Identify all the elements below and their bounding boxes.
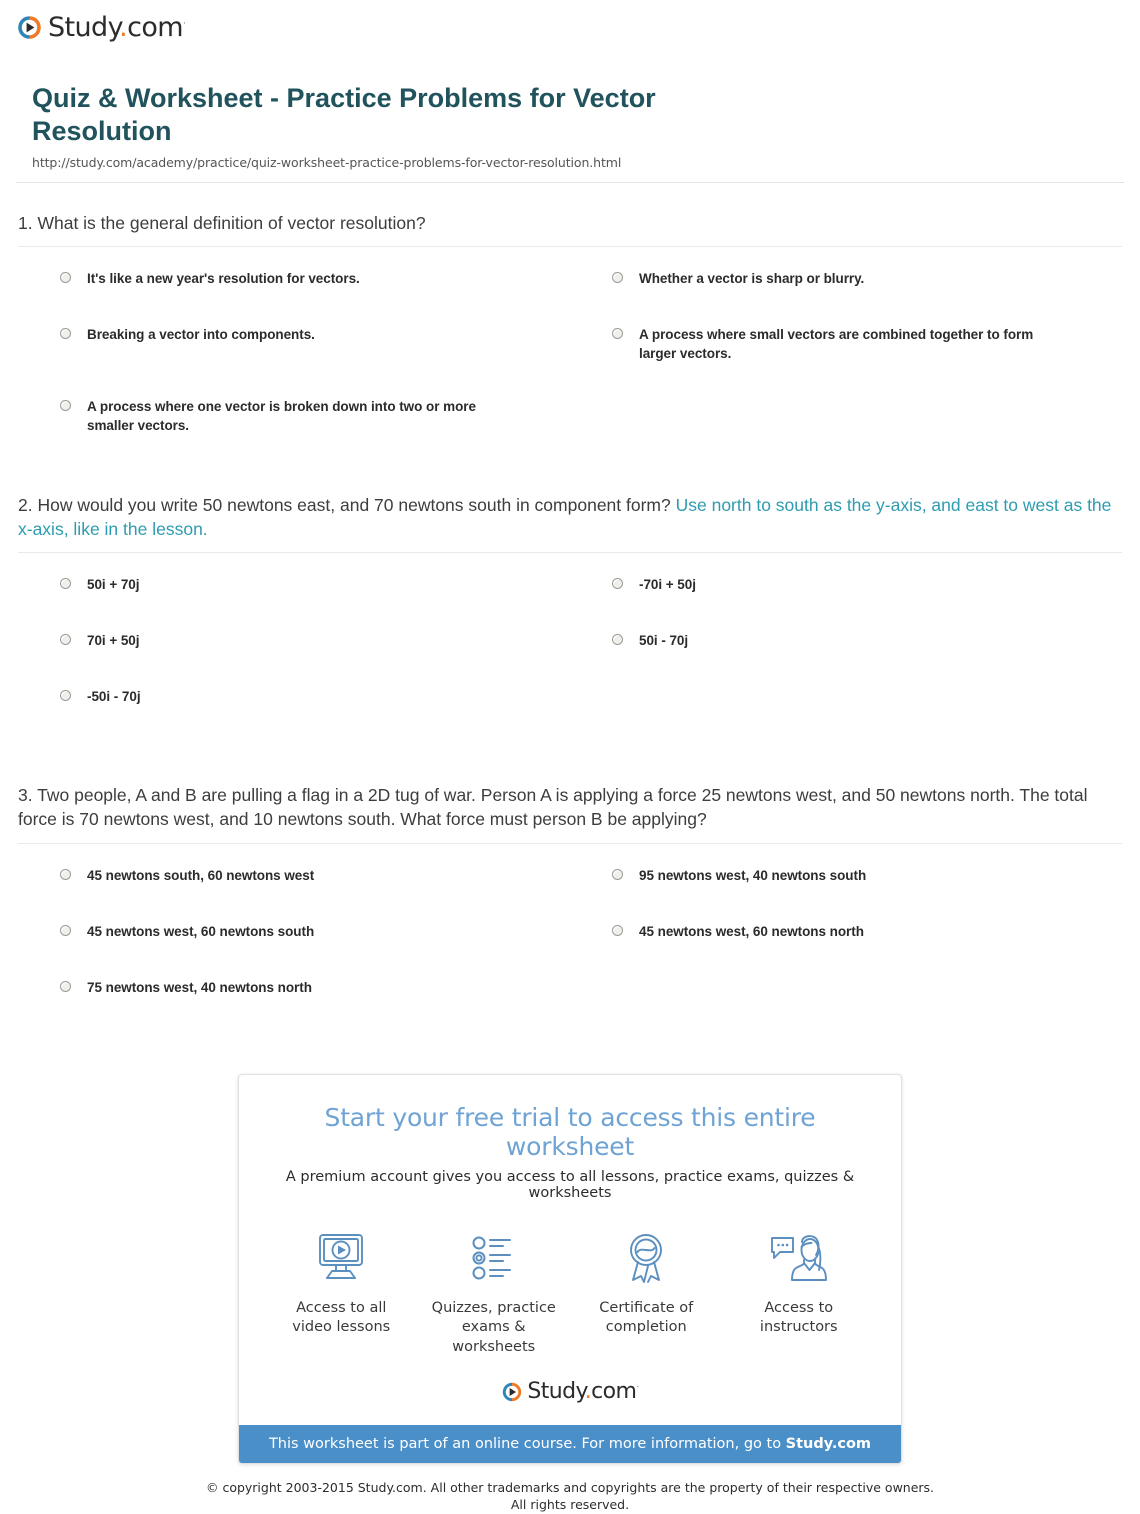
- title-block: [32, 82, 1140, 170]
- feature-label-line2: completion: [605, 1319, 687, 1336]
- option-2-d[interactable]: [570, 631, 1122, 687]
- option-3-c[interactable]: [18, 922, 570, 978]
- option-label: 50i + 70j: [87, 577, 140, 593]
- option-label: Whether a vector is sharp or blurry.: [639, 271, 865, 287]
- copyright-notice: [0, 1480, 1140, 1514]
- logo-word-main: Study: [48, 11, 120, 43]
- site-logo-wordmark: [48, 11, 186, 43]
- question-block-2: [0, 493, 1140, 743]
- option-label: It's like a new year's resolution for vectors.: [87, 271, 360, 287]
- feature-label-line1: Access to: [764, 1299, 834, 1316]
- option-label: A process where small vectors are combined together to form larger vectors.: [639, 327, 1034, 362]
- free-trial-card: [238, 1074, 902, 1465]
- instructor-chat-icon: [724, 1227, 874, 1289]
- page-title: Quiz & Worksheet - Practice Problems for Vector Resolution: [32, 83, 656, 146]
- feature-label: [571, 1299, 721, 1338]
- logo-word-tld: com: [127, 11, 183, 43]
- option-label: A process where one vector is broken down into two or more smaller vectors.: [87, 399, 476, 434]
- header-divider: [16, 182, 1124, 183]
- promo-headline: Start your free trial to access this entire worksheet: [324, 1102, 816, 1161]
- radio-icon[interactable]: [60, 690, 71, 701]
- promo-section: [0, 1074, 1140, 1465]
- radio-icon[interactable]: [612, 272, 623, 283]
- promo-bar-link[interactable]: Study.com: [785, 1436, 872, 1453]
- question-prompt-text-1: 1. What is the general definition of vector resolution?: [18, 212, 426, 233]
- option-3-b[interactable]: [570, 866, 1122, 922]
- question-prompt-text-3: 3. Two people, A and B are pulling a flag in a 2D tug of war. Person A is applying a force 25 newtons west, and 50 newtons north. The total force is 70 newtons west, and 10 newtons south. What force must person B be applying?: [18, 785, 1088, 830]
- feature-label: [266, 1299, 416, 1338]
- award-ribbon-icon: [571, 1227, 721, 1289]
- question-block-1: [0, 211, 1140, 453]
- option-1-e[interactable]: [18, 397, 570, 453]
- option-3-a[interactable]: [18, 866, 570, 922]
- question-prompt-2: [0, 493, 1140, 541]
- promo-course-bar[interactable]: [239, 1425, 901, 1463]
- radio-icon[interactable]: [612, 328, 623, 339]
- option-label: 70i + 50j: [87, 633, 140, 649]
- logo-trademark: ·: [636, 1382, 639, 1393]
- question-hint-2: Use north to south as the y-axis, and east to west as the x-axis, like in the lesson.: [18, 495, 1112, 540]
- options-grid-3: [0, 844, 1140, 1034]
- option-2-a[interactable]: [18, 575, 570, 631]
- feature-video-lessons: [266, 1227, 416, 1358]
- question-block-3: [0, 783, 1140, 1033]
- radio-icon[interactable]: [612, 578, 623, 589]
- feature-label-line1: Certificate of: [599, 1299, 694, 1316]
- option-label: 45 newtons west, 60 newtons south: [87, 923, 315, 939]
- option-label: -50i - 70j: [87, 689, 141, 705]
- option-3-e[interactable]: [18, 978, 570, 1034]
- option-3-d[interactable]: [570, 922, 1122, 978]
- question-prompt-3: [0, 783, 1140, 831]
- logo-trademark: ·: [182, 18, 186, 29]
- play-circle-icon: [16, 14, 43, 41]
- radio-icon[interactable]: [612, 634, 623, 645]
- radio-icon[interactable]: [60, 925, 71, 936]
- logo-word-tld: com: [591, 1379, 637, 1405]
- feature-quizzes-practice: [419, 1227, 569, 1358]
- option-1-d[interactable]: [570, 325, 1122, 381]
- radio-icon[interactable]: [60, 634, 71, 645]
- question-prompt-1: [0, 211, 1140, 235]
- options-grid-2: [0, 553, 1140, 743]
- page-url: http://study.com/academy/practice/quiz-worksheet-practice-problems-for-vector-resolution.html: [32, 154, 622, 170]
- option-1-c[interactable]: [18, 325, 570, 381]
- checklist-icon: [419, 1227, 569, 1289]
- option-1-a[interactable]: [18, 269, 570, 325]
- copyright-line-1: © copyright 2003-2015 Study.com. All other trademarks and copyrights are the property of their respective owners.: [205, 1480, 935, 1496]
- feature-label-line2: exams & worksheets: [452, 1319, 536, 1355]
- options-grid-spacer: [570, 687, 1122, 743]
- promo-logo[interactable]: [239, 1357, 901, 1425]
- option-2-e[interactable]: [18, 687, 570, 743]
- promo-subhead: A premium account gives you access to all lessons, practice exams, quizzes & worksheets: [285, 1168, 855, 1201]
- promo-bar-text: This worksheet is part of an online course. For more information, go to: [268, 1436, 786, 1453]
- option-2-c[interactable]: [18, 631, 570, 687]
- logo-word-dot: .: [119, 11, 128, 43]
- options-grid-1: [0, 247, 1140, 453]
- radio-icon[interactable]: [60, 578, 71, 589]
- option-label: 45 newtons south, 60 newtons west: [87, 867, 315, 883]
- feature-label-line2: video lessons: [292, 1319, 391, 1336]
- option-1-b[interactable]: [570, 269, 1122, 325]
- logo-word-main: Study: [527, 1379, 585, 1405]
- option-label: Breaking a vector into components.: [87, 327, 315, 343]
- questions-list: [0, 211, 1140, 1034]
- feature-label-line2: instructors: [759, 1319, 838, 1336]
- options-grid-spacer: [570, 978, 1122, 1034]
- option-2-b[interactable]: [570, 575, 1122, 631]
- feature-label-line1: Access to all: [296, 1299, 387, 1316]
- radio-icon[interactable]: [60, 869, 71, 880]
- option-label: 95 newtons west, 40 newtons south: [639, 867, 867, 883]
- site-logo[interactable]: [16, 10, 1140, 44]
- option-label: -70i + 50j: [639, 577, 696, 593]
- feature-label: [419, 1299, 569, 1358]
- feature-label-line1: Quizzes, practice: [431, 1299, 556, 1316]
- copyright-line-2: All rights reserved.: [510, 1497, 630, 1513]
- radio-icon[interactable]: [60, 981, 71, 992]
- options-grid-spacer: [570, 381, 1122, 453]
- question-prompt-text-2: 2. How would you write 50 newtons east, and 70 newtons south in component form?: [18, 495, 676, 516]
- feature-label: [724, 1299, 874, 1338]
- radio-icon[interactable]: [612, 925, 623, 936]
- option-label: 45 newtons west, 60 newtons north: [639, 923, 864, 939]
- feature-instructors: [724, 1227, 874, 1358]
- radio-icon[interactable]: [60, 272, 71, 283]
- feature-certificate: [571, 1227, 721, 1358]
- play-circle-icon: [501, 1381, 523, 1403]
- page-header: [0, 0, 1140, 170]
- option-label: 75 newtons west, 40 newtons north: [87, 979, 312, 995]
- radio-icon[interactable]: [60, 400, 71, 411]
- promo-logo-wordmark: [527, 1381, 638, 1403]
- monitor-play-icon: [266, 1227, 416, 1289]
- logo-word-dot: .: [584, 1379, 592, 1405]
- radio-icon[interactable]: [60, 328, 71, 339]
- option-label: 50i - 70j: [639, 633, 689, 649]
- radio-icon[interactable]: [612, 869, 623, 880]
- promo-features: [239, 1201, 901, 1358]
